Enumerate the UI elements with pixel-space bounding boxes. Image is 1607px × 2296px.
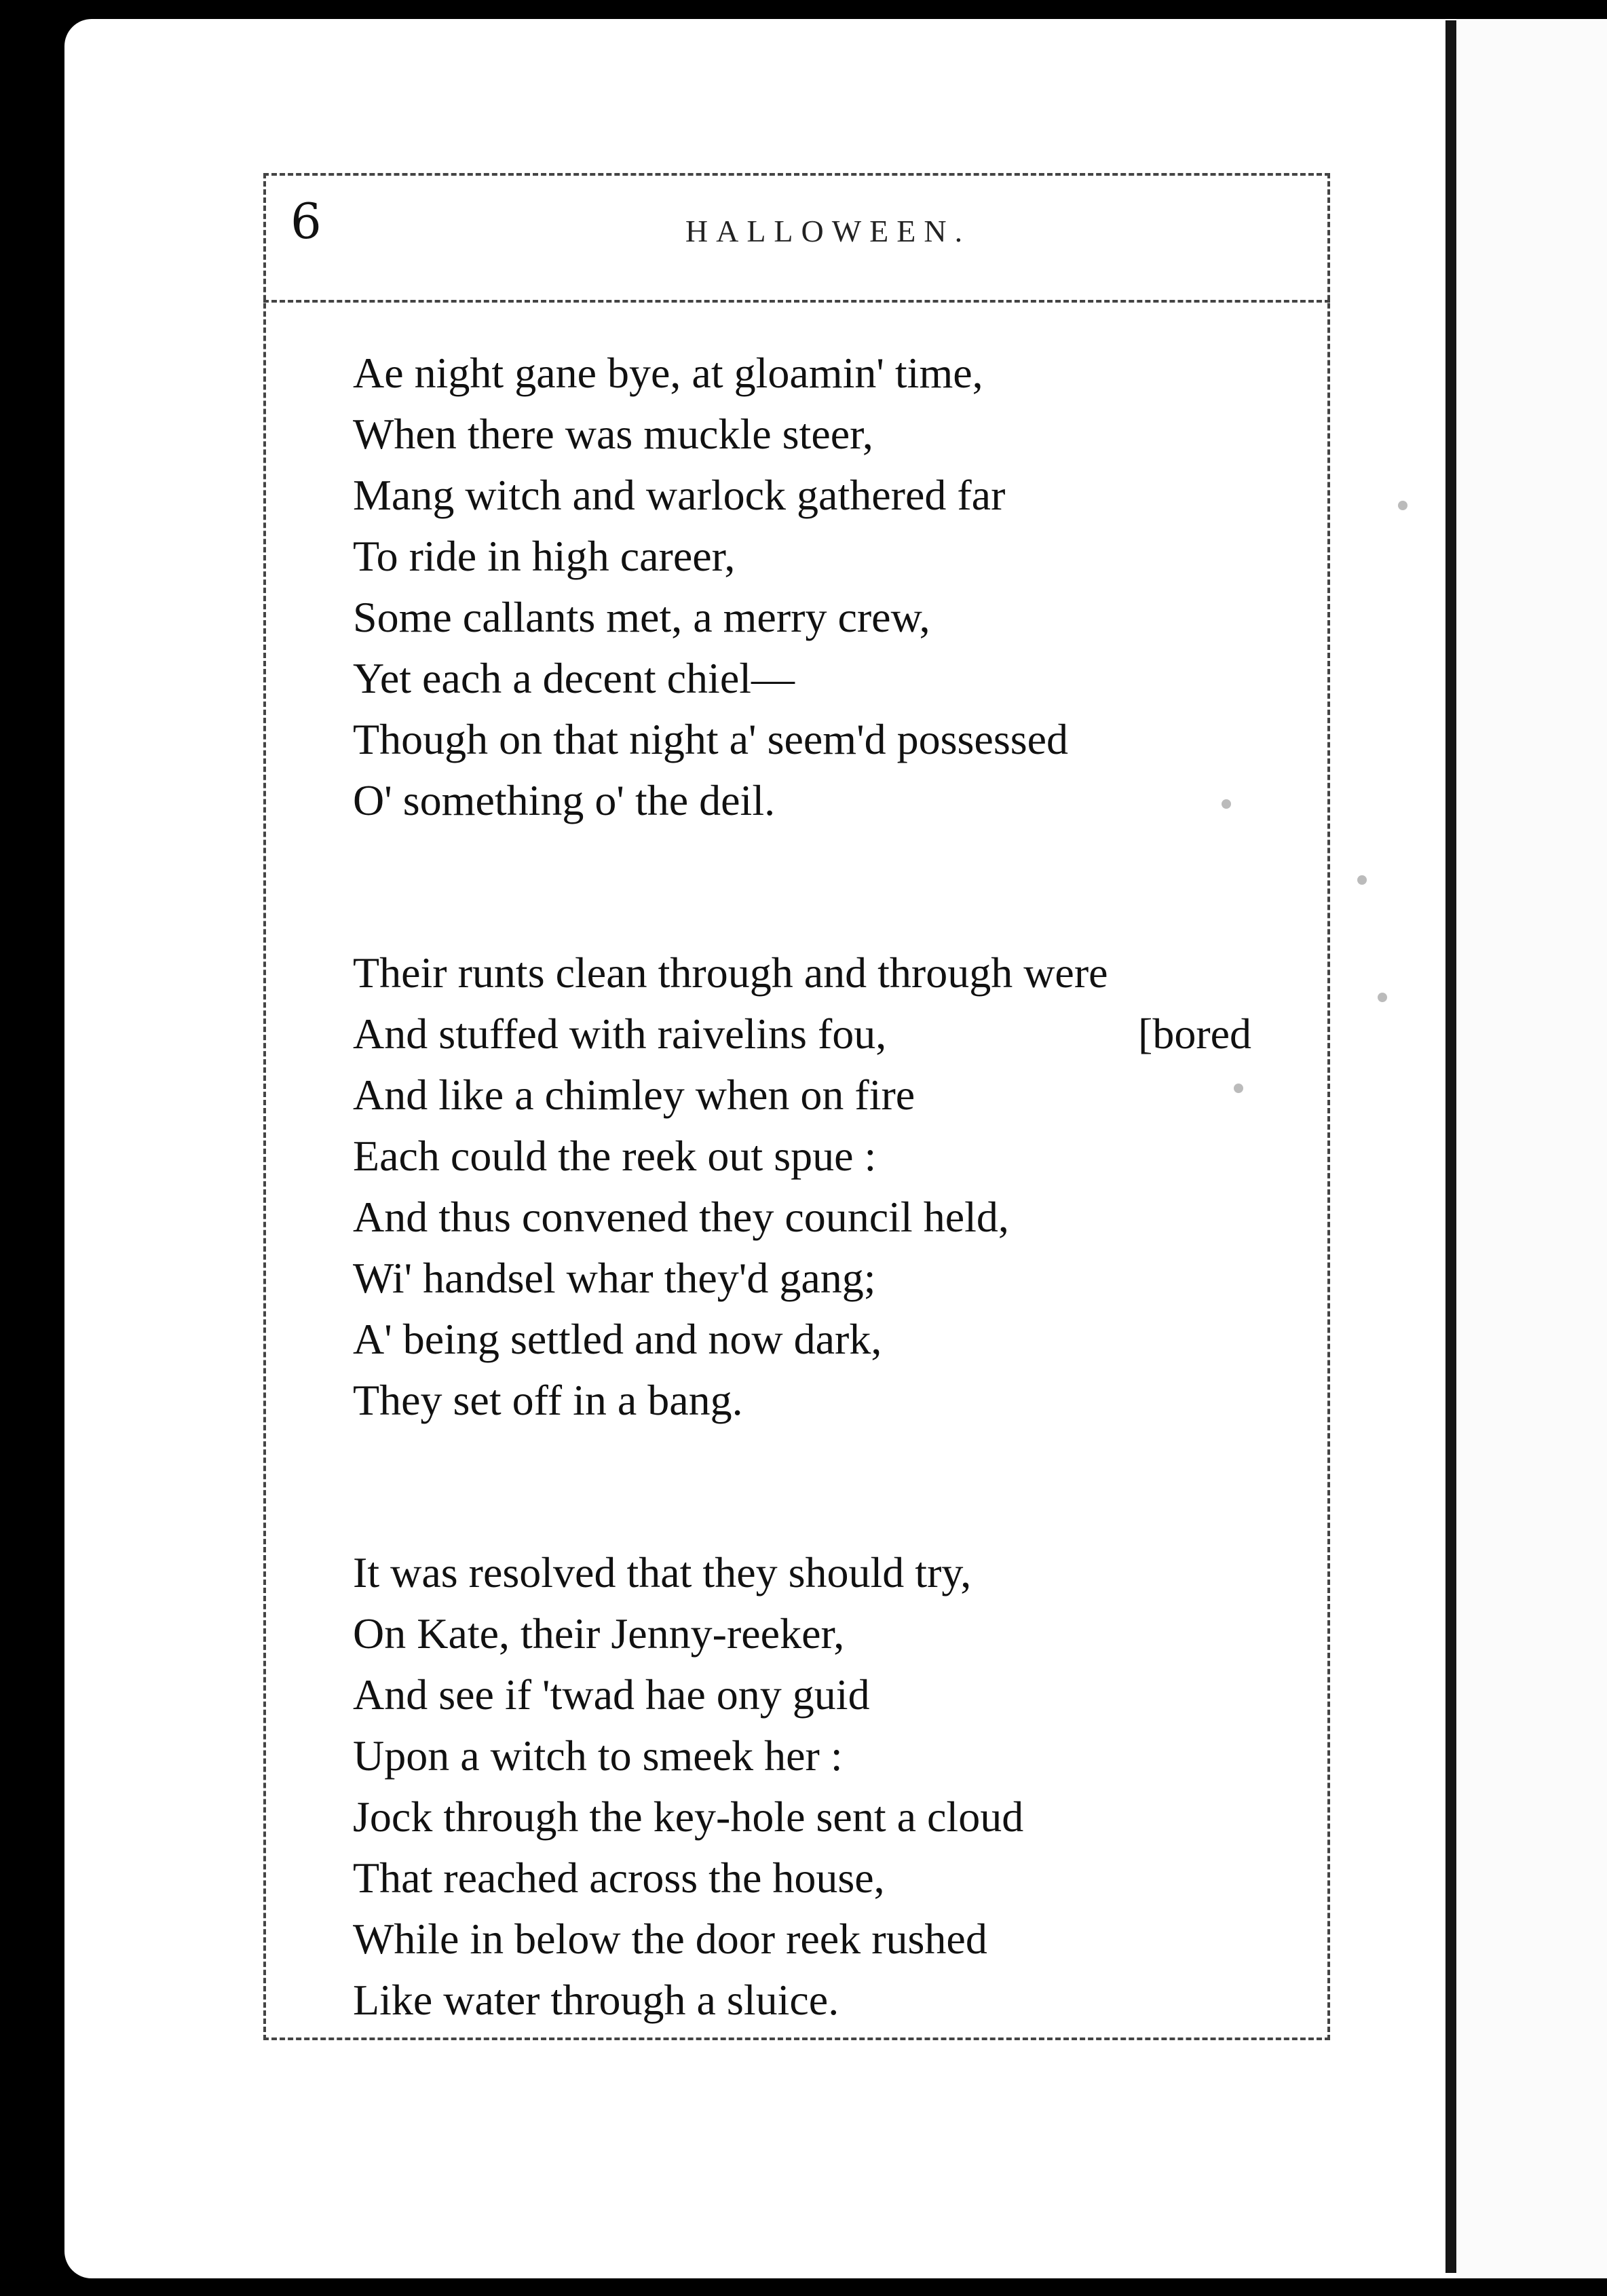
poem-line: That reached across the house, — [353, 1854, 885, 1902]
poem-line: Upon a witch to smeek her : — [353, 1731, 843, 1780]
poem-line: When there was muckle steer, — [353, 410, 873, 458]
facing-page-edge — [1456, 19, 1607, 2278]
poem-line: A' being settled and now dark, — [353, 1315, 882, 1363]
scan-speck — [1222, 799, 1231, 809]
poem-line: Wi' handsel whar they'd gang; — [353, 1254, 876, 1302]
poem-line: Ae night gane bye, at gloamin' time, — [353, 349, 983, 397]
poem-line: It was resolved that they should try, — [353, 1548, 972, 1596]
scan-speck — [1398, 501, 1407, 510]
poem-line: Like water through a sluice. — [353, 1976, 839, 2024]
poem-body — [353, 343, 1330, 2142]
stanza-1 — [353, 343, 1330, 831]
poem-line: And like a chimley when on fire — [353, 1071, 915, 1119]
scan-speck — [1378, 993, 1387, 1002]
poem-line: To ride in high career, — [353, 532, 736, 580]
poem-line: Jock through the key-hole sent a cloud — [353, 1793, 1024, 1841]
running-title: HALLOWEEN. — [685, 214, 971, 248]
poem-line: On Kate, their Jenny-reeker, — [353, 1609, 845, 1658]
scan-speck — [1357, 875, 1367, 885]
poem-line: Some callants met, a merry crew, — [353, 593, 930, 641]
poem-line-with-turnover — [353, 1003, 1330, 1065]
poem-line: They set off in a bang. — [353, 1376, 743, 1424]
page-number: 6 — [290, 193, 322, 250]
poem-line: And thus convened they council held, — [353, 1193, 1009, 1241]
poem-line: While in below the door reek rushed — [353, 1915, 987, 1963]
poem-line: O' something o' the deil. — [353, 776, 776, 824]
poem-line: And see if 'twad hae ony guid — [353, 1670, 870, 1719]
poem-line: Yet each a decent chiel— — [353, 654, 795, 702]
poem-line: Their runts clean through and through were — [353, 949, 1108, 997]
turnover-word: [bored — [1138, 1010, 1252, 1058]
binding-gutter — [1445, 20, 1456, 2273]
poem-line: Though on that night a' seem'd possessed — [353, 715, 1069, 763]
header-rule — [263, 300, 1330, 303]
scan-speck — [1234, 1084, 1243, 1093]
poem-line: Mang witch and warlock gathered far — [353, 471, 1006, 519]
stanza-2 — [353, 942, 1330, 1431]
poem-line: Each could the reek out spue : — [353, 1132, 877, 1180]
poem-line-text: And stuffed with raivelins fou, — [353, 1010, 887, 1058]
stanza-3 — [353, 1542, 1330, 2031]
